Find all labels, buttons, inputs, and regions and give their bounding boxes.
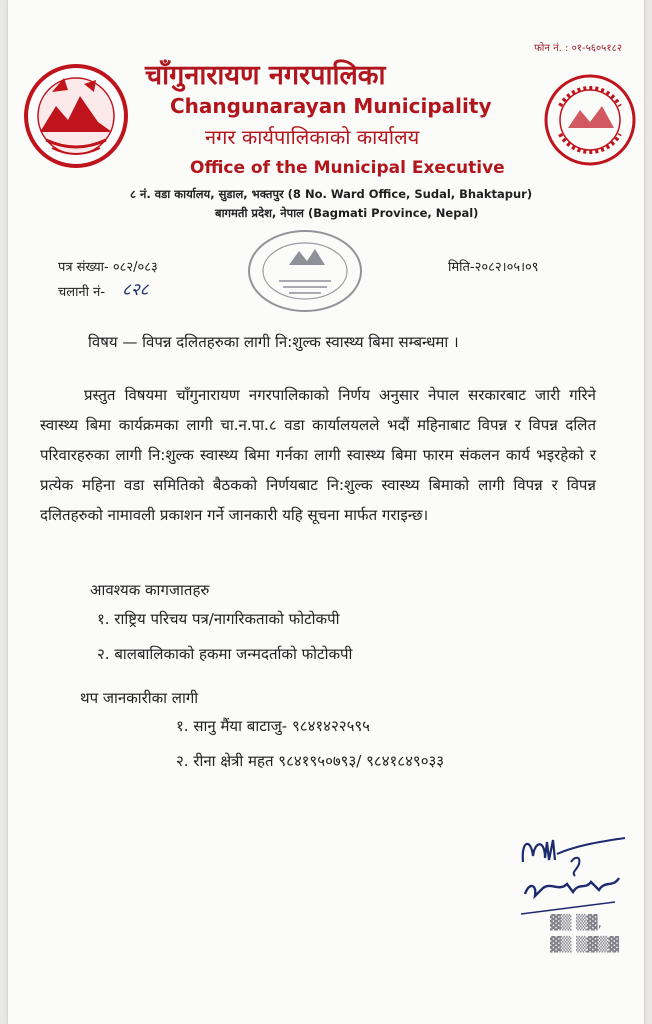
- municipality-emblem-icon: [22, 62, 130, 170]
- municipality-title-english: Changunarayan Municipality: [170, 94, 492, 118]
- address-line-1: ८ नं. वडा कार्यालय, सुडाल, भक्तपुर (8 No. Ward Office, Sudal, Bhaktapur): [130, 187, 533, 201]
- documents-heading: आवश्यक कागजातहरु: [90, 581, 210, 599]
- document-item: १. राष्ट्रिय परिचय पत्र/नागरिकताको फोटोकपी: [97, 610, 340, 628]
- address-line-2: बागमती प्रदेश, नेपाल (Bagmati Province, Nepal): [215, 206, 479, 220]
- subject-line: विषय — विपन्न दलितहरुका लागी नि:शुल्क स्वास्थ्य बिमा सम्बन्धमा ।: [88, 333, 459, 351]
- ward-chair-stamp: ▓▒ ▒▓, ▓▒ ▒▓▒▓: [550, 915, 620, 953]
- office-stamp-icon: [245, 225, 365, 315]
- municipality-title-nepali: चाँगुनारायण नगरपालिका: [145, 60, 386, 91]
- dispatch-number: ८२८: [122, 280, 149, 300]
- contact-item: १. सानु मैंया बाटाजु- ९८४१४२२५९५: [176, 717, 370, 735]
- signature-icon: [515, 832, 630, 922]
- phone-number: फोन नं. : ०१-५६०५१८२: [534, 43, 622, 54]
- office-title-english: Office of the Municipal Executive: [190, 158, 505, 178]
- document-item: २. बालबालिकाको हकमा जन्मदर्ताको फोटोकपी: [97, 645, 353, 663]
- contact-item: २. रीना क्षेत्री महत ९८४१९५०७९३/ ९८४१८४९०३३: [176, 752, 445, 770]
- letter-date: मिति-२०८२।०५।०९: [448, 260, 539, 275]
- dispatch-label: चलानी नं-: [58, 285, 106, 300]
- letter-number: पत्र संख्या- ०८२/०८३: [58, 260, 158, 275]
- ward-seal-icon: [540, 70, 640, 170]
- office-title-nepali: नगर कार्यपालिकाको कार्यालय: [205, 125, 420, 149]
- contacts-heading: थप जानकारीका लागी: [80, 689, 199, 707]
- notice-body: प्रस्तुत विषयमा चाँगुनारायण नगरपालिकाको निर्णय अनुसार नेपाल सरकारबाट जारी गरिने स्वास्थ्य बिमा कार्यक्रमका लागी चा.न.पा.८ वडा कार्यालयलले भदौं महिनाबाट विपन्न र विपन्न दलित परिवारहरुका लागी नि:शुल्क स्वास्थ्य बिमा गर्नका लागी स्वास्थ्य बिमा फारम संकलन कार्य भइरहेको र प्रत्येक महिना वडा समितिको बैठकको निर्णयबाट नि:शुल्क स्वास्थ्य बिमाको लागी विपन्न र विपन्न दलितहरुको नामावली प्रकाशन गर्ने जानकारी यहि सूचना मार्फत गराइन्छ।: [40, 386, 596, 524]
